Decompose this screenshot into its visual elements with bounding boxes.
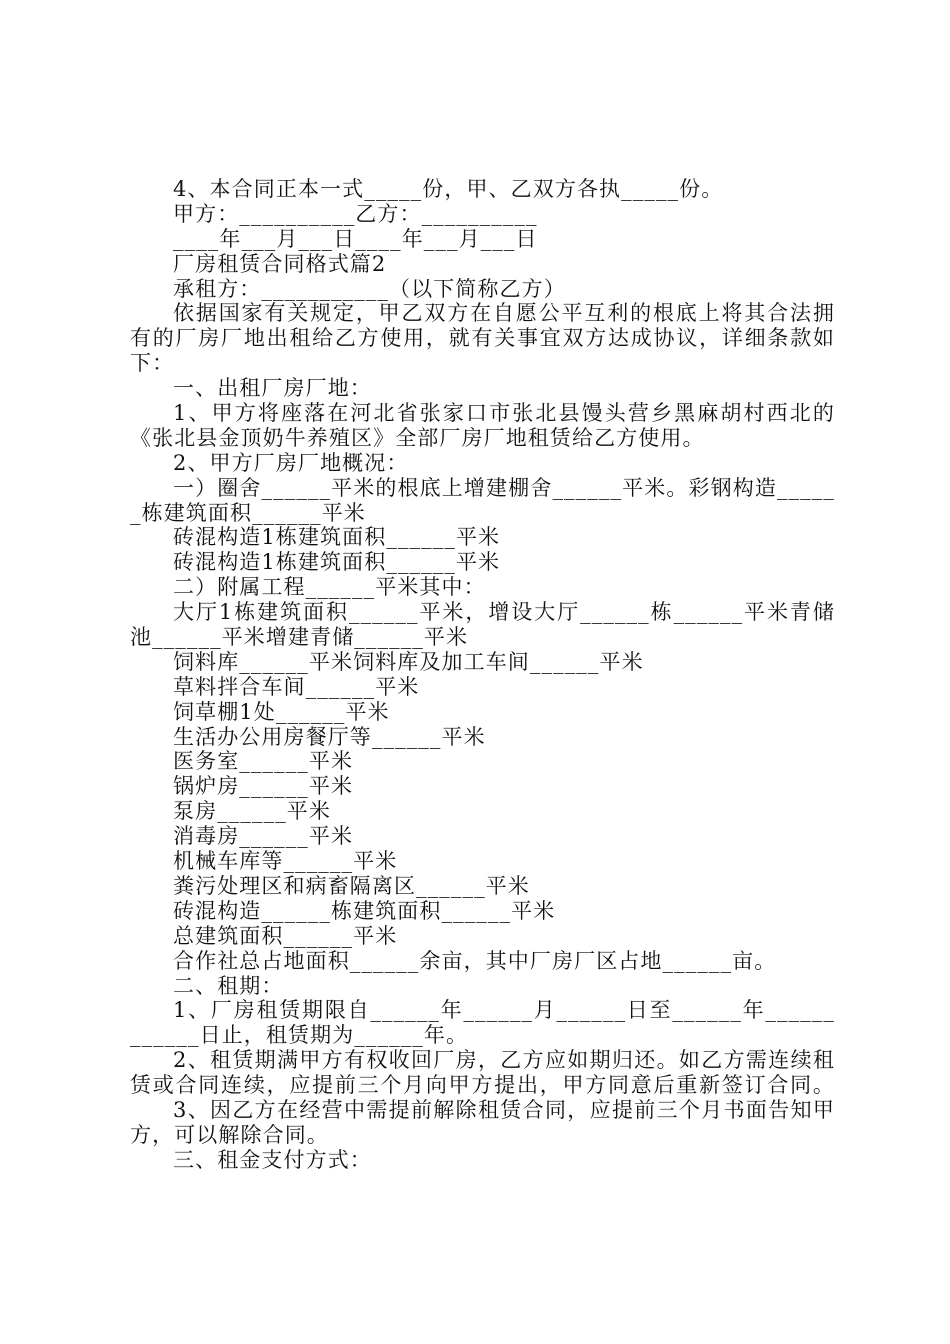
text-line: _栋建筑面积______平米 — [130, 500, 366, 525]
text-line: 二、租期： — [173, 973, 284, 998]
text-line: ______日止，租赁期为______年。 — [130, 1023, 469, 1048]
text-line: 2、租赁期满甲方有权收回厂房，乙方应如期归还。如乙方需连续租 — [173, 1048, 835, 1073]
text-line: 有的厂房厂地出租给乙方使用，就有关事宜双方达成协议，详细条款如 — [130, 326, 835, 351]
text-line: 2、甲方厂房厂地概况： — [173, 450, 409, 475]
text-line: 医务室______平米 — [173, 749, 354, 774]
text-line: 生活办公用房餐厅等______平米 — [173, 724, 486, 749]
text-line: 《张北县金顶奶牛养殖区》全部厂房厂地租赁给乙方使用。 — [130, 425, 705, 450]
text-line: 锅炉房______平米 — [173, 774, 354, 799]
document-body — [130, 177, 835, 1173]
text-line: 下： — [130, 351, 175, 376]
text-line: 总建筑面积______平米 — [173, 923, 398, 948]
text-line: 砖混构造1栋建筑面积______平米 — [173, 525, 501, 550]
text-line: 池______平米增建青储______平米 — [130, 625, 469, 650]
text-line: 承租方：___________（以下简称乙方） — [173, 276, 566, 301]
text-line: 甲方：__________乙方：__________ — [173, 201, 538, 226]
text-line: 1、甲方将座落在河北省张家口市张北县馒头营乡黑麻胡村西北的 — [173, 401, 835, 426]
text-line: 4、本合同正本一式_____份，甲、乙双方各执_____份。 — [173, 177, 724, 201]
text-line: 合作社总占地面积______余亩，其中厂房厂区占地______亩。 — [173, 948, 777, 973]
text-line: 厂房租赁合同格式篇2 — [173, 251, 387, 276]
text-line: 机械车库等______平米 — [173, 849, 398, 874]
text-line: ____年___月___日____年___月___日 — [173, 226, 538, 251]
text-line: 方，可以解除合同。 — [130, 1122, 329, 1147]
text-line: 依据国家有关规定，甲乙双方在自愿公平互利的根底上将其合法拥 — [173, 301, 835, 326]
text-line: 3、因乙方在经营中需提前解除租赁合同，应提前三个月书面告知甲 — [173, 1097, 835, 1122]
text-line: 1、厂房租赁期限自______年______月______日至______年______ — [173, 998, 835, 1023]
text-line: 二）附属工程______平米其中： — [173, 575, 486, 600]
text-line: 草料拌合车间______平米 — [173, 674, 420, 699]
text-line: 饲料库______平米饲料库及加工车间______平米 — [173, 649, 644, 674]
text-line: 大厅1栋建筑面积______平米，增设大厅______栋______平米青储 — [173, 600, 835, 625]
text-line: 一、出租厂房厂地： — [173, 376, 372, 401]
text-line: 粪污处理区和病畜隔离区______平米 — [173, 873, 530, 898]
text-line: 消毒房______平米 — [173, 824, 354, 849]
text-line: 砖混构造______栋建筑面积______平米 — [173, 898, 556, 923]
text-line: 一）圈舍______平米的根底上增建棚舍______平米。彩钢构造_____ — [173, 475, 835, 500]
text-line: 泵房______平米 — [173, 799, 331, 824]
text-line: 三、租金支付方式： — [173, 1147, 372, 1172]
text-line: 饲草棚1处______平米 — [173, 699, 390, 724]
text-line: 赁或合同连续，应提前三个月向甲方提出，甲方同意后重新签订合同。 — [130, 1073, 835, 1098]
text-line: 砖混构造1栋建筑面积______平米 — [173, 550, 501, 575]
